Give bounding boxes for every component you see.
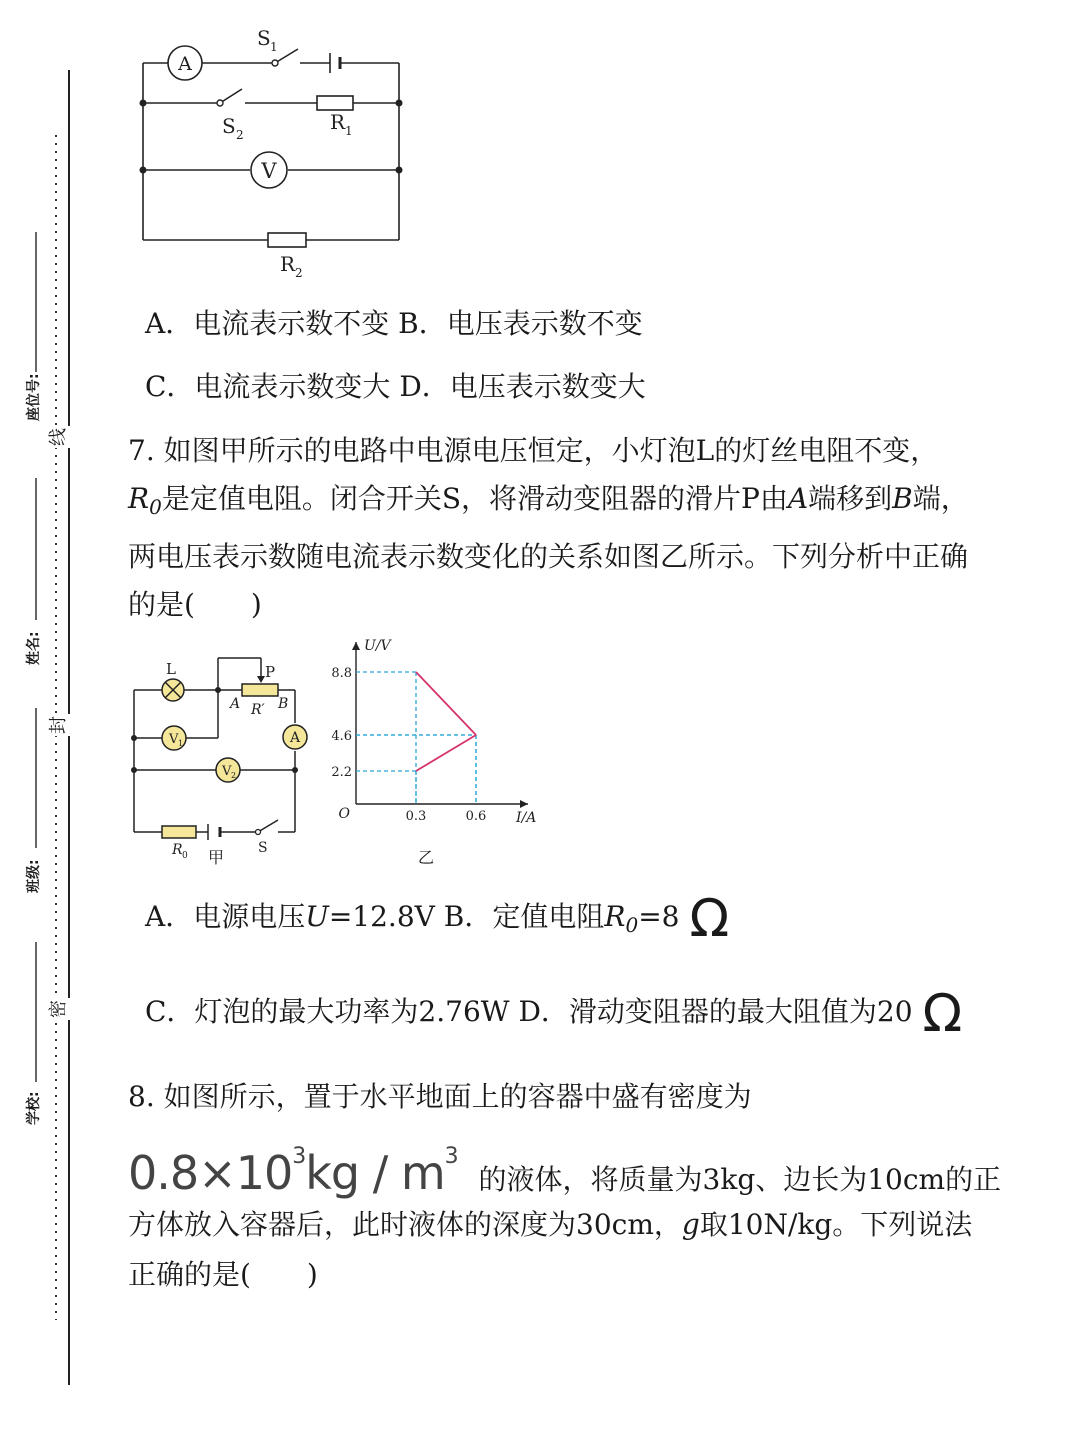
- junction-dot: [215, 687, 221, 693]
- q8-stem-line1: 8. 如图所示，置于水平地面上的容器中盛有密度为: [128, 1080, 752, 1113]
- rheostat-icon: [242, 684, 278, 696]
- s2-subscript: 2: [236, 128, 244, 142]
- rheostat-label: R′: [251, 702, 265, 718]
- r0-option-subscript: 0: [625, 913, 639, 937]
- x-axis-label: I/A: [516, 810, 537, 826]
- series-line-lower: [416, 735, 476, 771]
- q7-line2-text-c: 端，: [912, 482, 969, 515]
- y-tick-label: 4.6: [331, 729, 352, 744]
- seal-char-feng: 封: [44, 714, 70, 736]
- q7-option-a-suffix: =12.8V B．定值电阻: [328, 900, 605, 933]
- y-axis-arrow: [352, 642, 360, 650]
- q7-stem-line3: 两电压表示数随电流表示数变化的关系如图乙所示。下列分析中正确: [128, 540, 969, 573]
- q8-line2-rest: 的液体，将质量为3kg、边长为10cm的正: [478, 1163, 1002, 1196]
- q7-options-cd: [145, 984, 963, 1044]
- ammeter-label: A: [178, 53, 192, 75]
- r0-fig-subscript: 0: [182, 851, 188, 861]
- v2-label: V: [222, 764, 232, 779]
- x-tick-label: 0.6: [465, 809, 487, 824]
- r0-option-symbol: R: [604, 900, 626, 933]
- seal-char-mi: 密: [44, 998, 70, 1020]
- q7-options-ab: [145, 889, 730, 949]
- r2-subscript: 2: [295, 266, 303, 280]
- r1-subscript: 1: [345, 124, 353, 138]
- name-label: 姓名:: [26, 631, 42, 665]
- q7-line2-text-a: 是定值电阻。闭合开关S，将滑动变阻器的滑片P由: [161, 482, 788, 515]
- y-tick-label: 8.8: [331, 666, 352, 681]
- switch-s1-pivot: [272, 60, 278, 66]
- q7-stem-line2: [128, 482, 969, 524]
- density-formula: [128, 1146, 458, 1200]
- junction-dot: [140, 167, 147, 174]
- density-exponent: 3: [292, 1144, 306, 1169]
- voltmeter-label: V: [261, 159, 277, 183]
- junction-dot: [396, 167, 403, 174]
- resistor-r2: [268, 233, 306, 247]
- q7-stem-line4: 的是( ): [128, 588, 262, 621]
- x-axis-arrow: [520, 800, 528, 808]
- q7-option-b-value: =8: [638, 900, 680, 933]
- switch-s-label: S: [258, 840, 268, 856]
- voltage-u-symbol: U: [305, 900, 329, 933]
- class-label: 班级:: [26, 859, 42, 893]
- r0-subscript: 0: [149, 495, 162, 519]
- q7-line2-text-b: 端移到: [808, 482, 893, 515]
- figure-jia-caption: 甲: [208, 848, 225, 867]
- figure-yi-caption: 乙: [418, 848, 435, 867]
- circuit-diagram-q6: [120, 15, 440, 285]
- resistor-r1: [317, 96, 353, 110]
- q8-stem-line4: 正确的是( ): [128, 1258, 318, 1291]
- omega-icon: Ω: [689, 889, 730, 949]
- school-label: 学校:: [26, 1091, 42, 1125]
- x-tick-label: 0.3: [405, 809, 427, 824]
- q6-options-ab: A．电流表示数不变 B．电压表示数不变: [145, 307, 643, 340]
- junction-dot: [140, 100, 147, 107]
- junction-dot: [131, 735, 137, 741]
- q7-option-a-prefix: A．电源电压: [145, 900, 306, 933]
- seal-char-xian: 线: [44, 426, 70, 448]
- junction-dot: [292, 767, 298, 773]
- density-base: 0.8×10: [128, 1146, 293, 1200]
- r0-label: R: [172, 842, 183, 858]
- switch-s2-pivot: [217, 100, 223, 106]
- end-a-symbol: A: [787, 482, 809, 515]
- resistor-r0-icon: [162, 826, 196, 838]
- q8-line3-a: 方体放入容器后，此时液体的深度为30cm，: [128, 1208, 682, 1241]
- q6-options-cd: C．电流表示数变大 D．电压表示数变大: [145, 370, 646, 403]
- density-unit: kg / m: [305, 1146, 445, 1200]
- density-unit-exponent: 3: [444, 1144, 458, 1169]
- slider-p-label: P: [265, 663, 276, 681]
- y-tick-label: 2.2: [331, 765, 352, 780]
- q7-stem-line1: 7. 如图甲所示的电路中电源电压恒定，小灯泡L的灯丝电阻不变，: [128, 434, 939, 467]
- g-symbol: g: [681, 1208, 700, 1241]
- ammeter-jia-label: A: [289, 730, 301, 746]
- q7-options-cd-text: C．灯泡的最大功率为2.76W D．滑动变阻器的最大阻值为20: [145, 995, 913, 1028]
- r2-label: R: [280, 252, 296, 276]
- chart-u-i: [320, 638, 537, 835]
- slider-arrow: [257, 676, 265, 683]
- binding-margin: [0, 0, 110, 1440]
- seat-number-label: 座位号:: [26, 373, 42, 421]
- r0-symbol: R: [128, 482, 150, 515]
- omega-icon: Ω: [922, 984, 963, 1044]
- v1-label: V: [169, 732, 179, 747]
- lamp-label: L: [166, 660, 176, 678]
- rheostat-end-a: A: [230, 696, 241, 712]
- circuit-diagram-jia: [120, 650, 320, 865]
- s1-subscript: 1: [270, 40, 278, 54]
- junction-dot: [131, 767, 137, 773]
- end-b-symbol: B: [892, 482, 913, 515]
- series-line-upper: [416, 672, 476, 735]
- r1-label: R: [330, 110, 346, 134]
- s2-label: S: [222, 114, 236, 138]
- s1-label: S: [257, 26, 271, 50]
- origin-label: O: [338, 806, 350, 822]
- switch-s-pivot: [256, 830, 261, 835]
- q8-stem-line2: [128, 1130, 1001, 1207]
- v1-subscript: 1: [178, 739, 184, 748]
- y-axis-label: U/V: [364, 638, 391, 654]
- v2-subscript: 2: [231, 771, 237, 780]
- q8-stem-line3: [128, 1208, 972, 1242]
- rheostat-end-b: B: [278, 696, 289, 712]
- q8-line3-b: 取10N/kg。下列说法: [699, 1208, 973, 1241]
- junction-dot: [396, 100, 403, 107]
